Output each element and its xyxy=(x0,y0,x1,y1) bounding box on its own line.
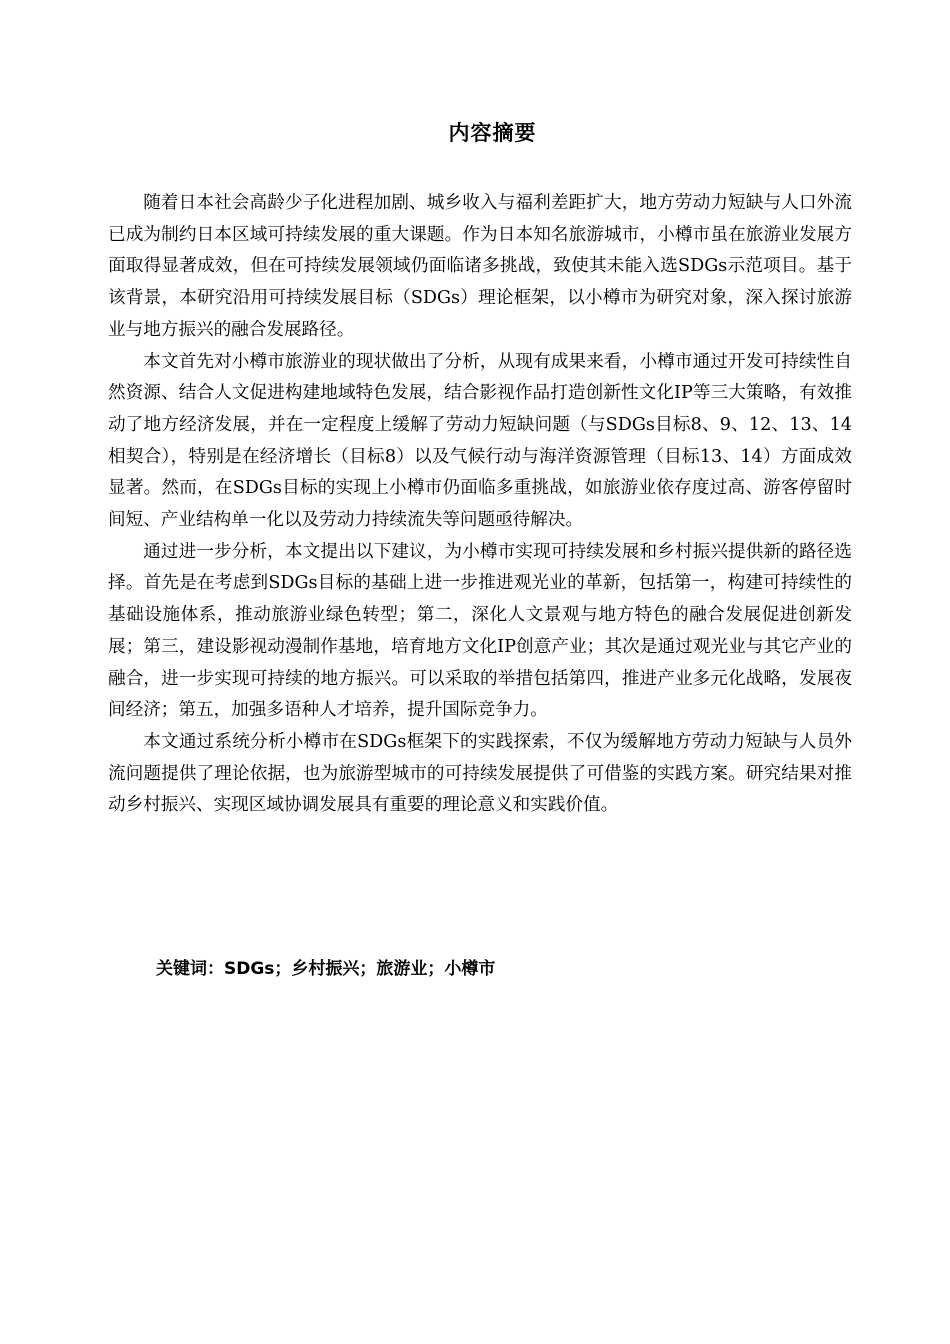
abstract-paragraph-3: 通过进一步分析，本文提出以下建议，为小樽市实现可持续发展和乡村振兴提供新的路径选择。首先是在考虑到SDGs目标的基础上进一步推进观光业的革新，包括第一，构建可持续性的基础设施体系，推动旅游业绿色转型；第二，深化人文景观与地方特色的融合发展促进创新发展；第三，建设影视动漫制作基地，培育地方文化IP创意产业；其次是通过观光业与其它产业的融合，进一步实现可持续的地方振兴。可以采取的举措包括第四，推进产业多元化战略，发展夜间经济；第五，加强多语种人才培养，提升国际竞争力。 xyxy=(108,541,852,721)
abstract-paragraph-4: 本文通过系统分析小樽市在SDGs框架下的实践探索，不仅为缓解地方劳动力短缺与人员外流问题提供了理论依据，也为旅游型城市的可持续发展提供了可借鉴的实践方案。研究结果对推动乡村振兴、实现区域协调发展具有重要的理论意义和实践价值。 xyxy=(108,731,852,816)
keywords-line: 关键词：SDGs；乡村振兴；旅游业；小樽市 xyxy=(156,959,496,979)
abstract-body xyxy=(108,188,852,822)
abstract-paragraph-1: 随着日本社会高龄少子化进程加剧、城乡收入与福利差距扩大，地方劳动力短缺与人口外流已成为制约日本区域可持续发展的重大课题。作为日本知名旅游城市，小樽市虽在旅游业发展方面取得显著成效，但在可持续发展领域仍面临诸多挑战，致使其未能入选SDGs示范项目。基于该背景，本研究沿用可持续发展目标（SDGs）理论框架，以小樽市为研究对象，深入探讨旅游业与地方振兴的融合发展路径。 xyxy=(108,193,852,340)
abstract-title: 内容摘要 xyxy=(448,121,537,145)
abstract-paragraph-2: 本文首先对小樽市旅游业的现状做出了分析，从现有成果来看，小樽市通过开发可持续性自然资源、结合人文促进构建地域特色发展，结合影视作品打造创新性文化IP等三大策略，有效推动了地方经济发展，并在一定程度上缓解了劳动力短缺问题（与SDGs目标8、9、12、13、14相契合），特别是在经济增长（目标8）以及气候行动与海洋资源管理（目标13、14）方面成效显著。然而，在SDGs目标的实现上小樽市仍面临多重挑战，如旅游业依存度过高、游客停留时间短、产业结构单一化以及劳动力持续流失等问题亟待解决。 xyxy=(108,351,852,531)
